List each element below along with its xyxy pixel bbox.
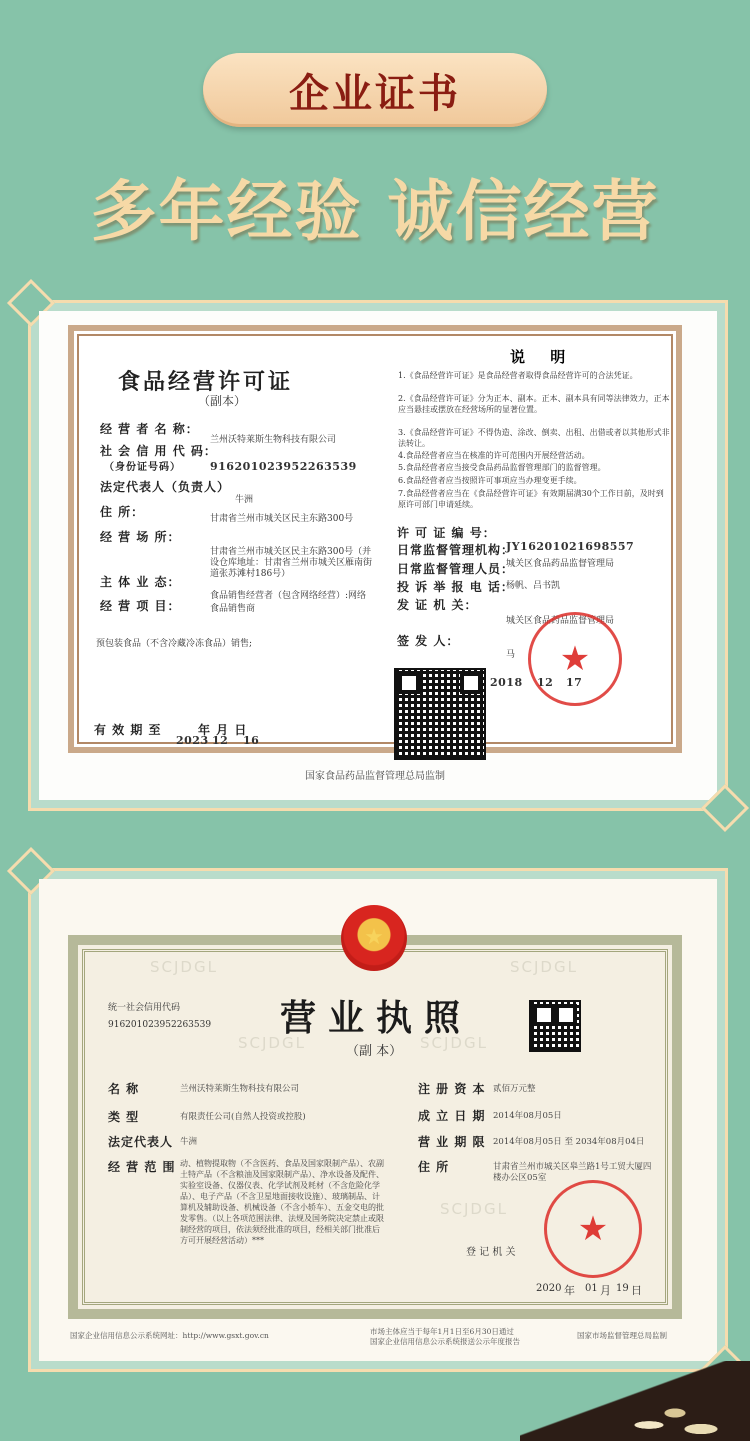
label-premises: 经 营 场 所：: [100, 530, 181, 544]
label-term: 营 业 期 限: [418, 1135, 486, 1149]
watermark: SCJDGL: [150, 958, 218, 976]
label-type: 类 型: [108, 1110, 140, 1124]
label-name: 名 称: [108, 1082, 140, 1096]
watermark: SCJDGL: [510, 958, 578, 976]
value-issue-day: 17: [566, 676, 583, 689]
label-legal-rep: 法定代表人（负责人）: [100, 480, 231, 494]
value-issuing-org: 城关区食品药品监督管理局: [506, 616, 615, 626]
note-1: 1.《食品经营许可证》是食品经营者取得食品经营许可的合法凭证。: [398, 371, 638, 380]
label-id-number: （身份证号码）: [104, 462, 181, 473]
label-issuer: 签 发 人：: [397, 634, 460, 648]
footer-notice-2: 国家企业信用信息公示系统报送公示年度报告: [370, 1337, 520, 1346]
value-legal-rep: 牛洲: [235, 495, 254, 505]
note-6: 6.食品经营者应当按照许可事项应当办理变更手续。: [398, 476, 582, 485]
value-address-1: 甘肃省兰州市城关区皋兰路1号工贸大厦四: [493, 1162, 652, 1172]
value-issue-month: 12: [537, 676, 554, 689]
decorative-herb-tray-image: [520, 1361, 750, 1441]
label-main-format: 主 体 业 态：: [100, 575, 181, 589]
value-day: 19: [616, 1283, 629, 1294]
note-7: 7.食品经营者应当在《食品经营许可证》有效期届满30个工作日前，及时到原许可部门申请延续。: [398, 489, 664, 509]
label-supervisory-org: 日常监督管理机构：: [397, 543, 515, 557]
value-extra-item: 预包装食品（不含冷藏冷冻食品）销售;: [96, 639, 253, 649]
label-scope: 经 营 范 围: [108, 1160, 176, 1174]
value-capital: 贰佰万元整: [493, 1084, 536, 1094]
value-issue-year: 2018: [490, 676, 523, 689]
label-residence: 住 所：: [100, 505, 145, 519]
value-established: 2014年08月05日: [493, 1111, 562, 1121]
label-established: 成 立 日 期: [418, 1109, 486, 1123]
slogan-heading: 多年经验 诚信经营: [90, 173, 660, 250]
note-2: 2.《食品经营许可证》分为正本、副本。正本、副本具有同等法律效力，正本应当悬挂或摆放在经营场所的显著位置。: [398, 394, 670, 414]
value-license-no: JY16201021698557: [506, 540, 635, 553]
food-license-footer: 国家食品药品监督管理总局监制: [305, 771, 445, 782]
label-credit-code: 社 会 信 用 代 码：: [100, 444, 217, 458]
value-day-unit: 日: [631, 1284, 642, 1297]
label-issuing-org: 发 证 机 关：: [397, 598, 478, 612]
value-year: 2020: [536, 1283, 562, 1294]
label-authority: 登 记 机 关: [466, 1247, 516, 1258]
business-license-subtitle: （副 本）: [346, 1044, 403, 1059]
national-emblem-icon: ★: [341, 905, 407, 971]
note-4: 4.食品经营者应当在核准的许可范围内开展经营活动。: [398, 451, 590, 460]
label-complaint-phone: 投 诉 举 报 电 话：: [397, 580, 514, 594]
value-type: 有限责任公司(自然人投资或控股): [180, 1112, 306, 1122]
footer-issuer: 国家市场监督管理总局监制: [577, 1331, 667, 1340]
value-valid-month: 12: [212, 734, 229, 747]
label-license-no: 许 可 证 编 号：: [397, 526, 496, 540]
value-issuer: 马: [506, 650, 516, 660]
value-premises-3: 道张苏滩村186号）: [210, 569, 291, 579]
value-credit-code: 916201023952263539: [210, 460, 357, 473]
label-validity-ymd: 年 月 日: [198, 723, 248, 737]
watermark: SCJDGL: [420, 1034, 488, 1052]
value-premises-1: 甘肃省兰州市城关区民主东路300号（并: [210, 547, 372, 557]
note-5: 5.食品经营者应当接受食品药品监督管理部门的监督管理。: [398, 463, 606, 472]
food-license-title: 食品经营许可证: [118, 369, 294, 395]
footer-notice-1: 市场主体应当于每年1月1日至6月30日通过: [370, 1327, 514, 1336]
business-license-title: 营业执照: [280, 997, 473, 1039]
credit-code-value: 916201023952263539: [108, 1020, 212, 1030]
official-seal-icon: ★: [528, 612, 622, 706]
label-address: 住 所: [418, 1160, 450, 1174]
value-valid-year: 2023: [176, 734, 209, 747]
footer-website: 国家企业信用信息公示系统网址：http://www.gsxt.gov.cn: [70, 1331, 269, 1340]
label-validity: 有 效 期 至: [94, 723, 162, 737]
official-seal-icon: ★: [544, 1180, 642, 1278]
qr-code-icon: [529, 1000, 581, 1052]
value-valid-day: 16: [243, 734, 260, 747]
watermark: SCJDGL: [440, 1200, 508, 1218]
label-capital: 注 册 资 本: [418, 1082, 486, 1096]
notes-title: 说 明: [510, 348, 576, 366]
label-business-items: 经 营 项 目：: [100, 599, 181, 613]
value-operator: 兰州沃特莱斯生物科技有限公司: [210, 435, 337, 445]
value-residence: 甘肃省兰州市城关区民主东路300号: [210, 514, 354, 524]
note-3: 3.《食品经营许可证》不得伪造、涂改、倒卖、出租、出借或者以其他形式非法转让。: [398, 428, 670, 448]
value-legal-rep: 牛洲: [180, 1137, 198, 1147]
label-operator: 经 营 者 名 称：: [100, 422, 199, 436]
watermark: SCJDGL: [238, 1034, 306, 1052]
value-name: 兰州沃特莱斯生物科技有限公司: [180, 1084, 300, 1094]
value-scope: 动、植物提取物（不含医药、食品及国家限制产品）、农副土特产品（不含粮油及国家限制产品）、净水设备及配件、实验室设备、仪器仪表、化学试剂及耗材（不含危险化学品）、电子产品（不含卫星地面接收设施）、玻璃制品、计算机及辅助设备、机械设备（不含小轿车）、五金交电的批发零售。（以上各项范围法律、法规及国务院决定禁止或限制经营的项目，依法须经批准的项目，经相关部门批准后方可开展经营活动）***: [180, 1159, 384, 1245]
value-supervisor: 杨帆、吕书凯: [506, 581, 561, 591]
label-legal-rep: 法定代表人: [108, 1135, 174, 1149]
value-term: 2014年08月05日 至 2034年08月04日: [493, 1137, 645, 1147]
value-month-unit: 月: [600, 1284, 611, 1297]
value-main-format: 食品销售经营者（包含网络经营）:网络: [210, 591, 367, 601]
food-license-subtitle: （副本）: [198, 394, 247, 408]
badge-label: 企业证书: [289, 70, 461, 117]
qr-code-icon: [394, 668, 486, 760]
credit-code-label: 统一社会信用代码: [108, 1003, 181, 1013]
value-month: 01: [585, 1283, 598, 1294]
value-business-items: 食品销售商: [210, 604, 256, 614]
section-badge: [203, 53, 547, 127]
value-supervisory-org: 城关区食品药品监督管理局: [506, 559, 615, 569]
label-supervisor: 日常监督管理人员：: [397, 562, 515, 576]
value-address-2: 楼办公区05室: [493, 1173, 547, 1183]
value-year-unit: 年: [564, 1284, 575, 1297]
value-premises-2: 设仓库地址：甘肃省兰州市城关区雁南街: [210, 558, 373, 568]
